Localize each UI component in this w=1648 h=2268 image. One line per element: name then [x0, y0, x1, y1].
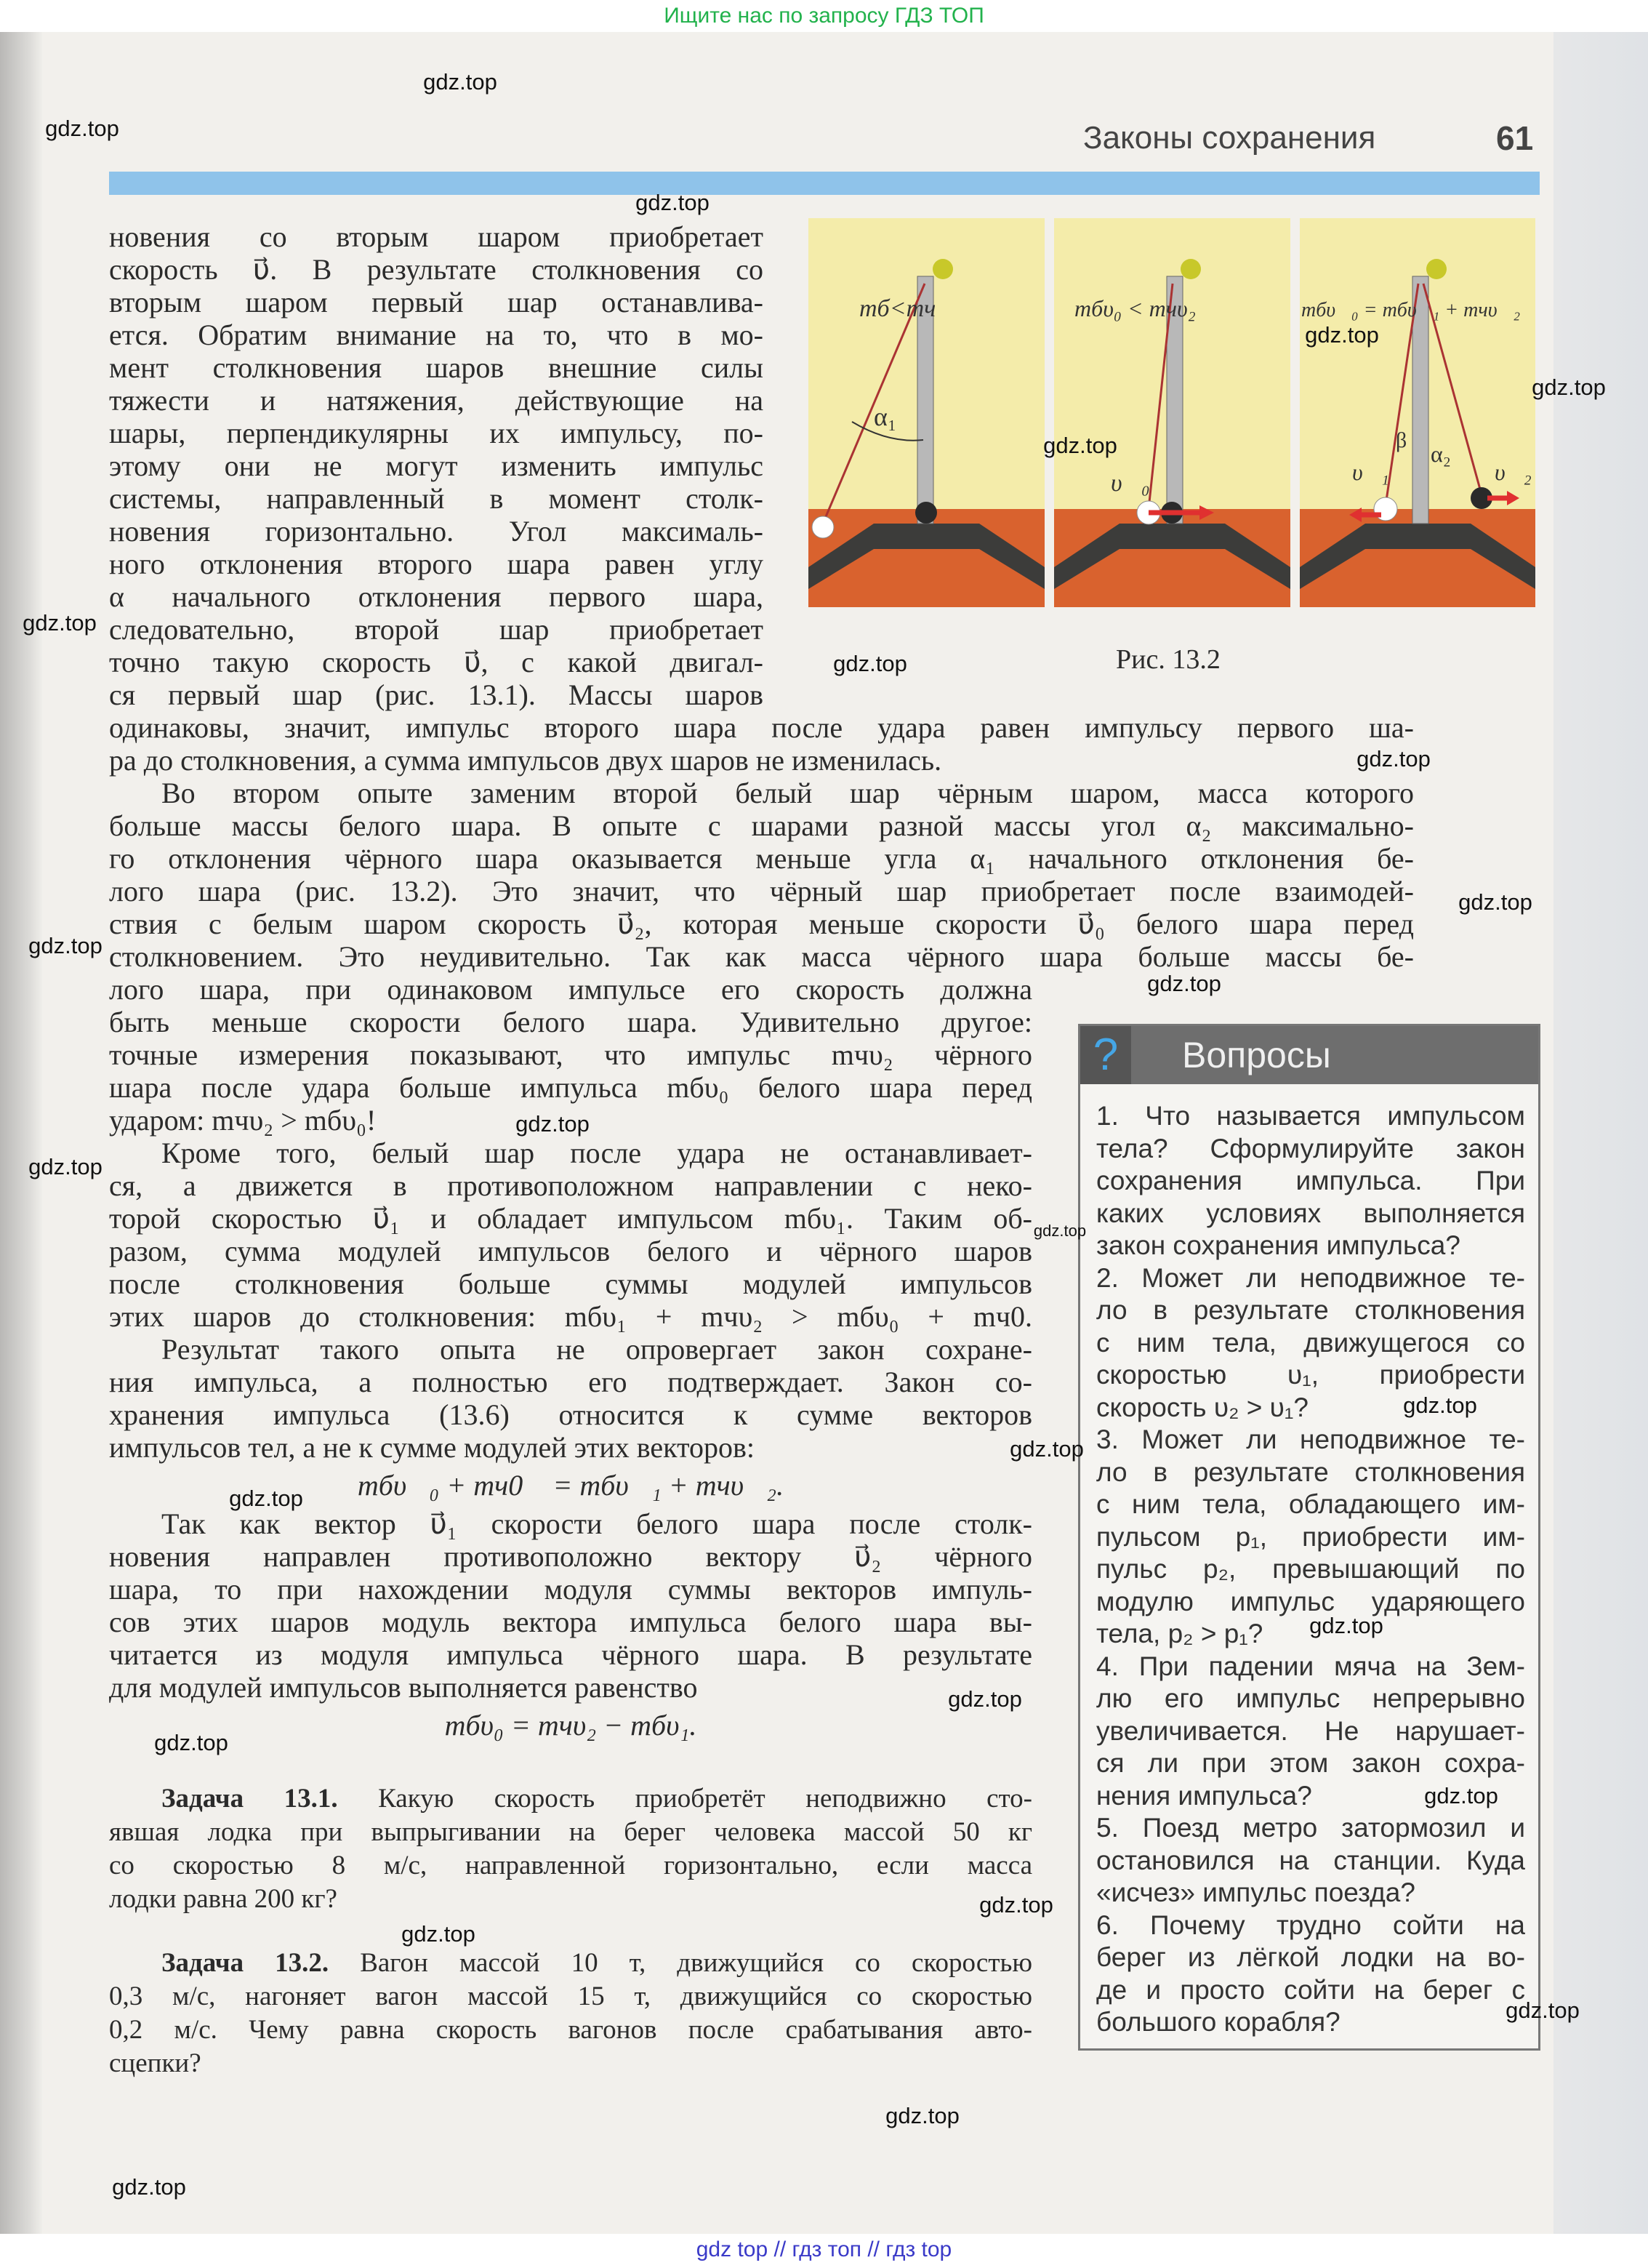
- figure-panel-3: [1300, 218, 1535, 607]
- text-line: системы, направленный в момент столк-: [109, 482, 763, 515]
- text-line: сов этих шаров модуль вектора импульса белого шара вы-: [109, 1606, 1032, 1638]
- question-line: с ним тела, движущегося со: [1096, 1327, 1525, 1358]
- question-line: каких условиях выполняется: [1096, 1198, 1525, 1228]
- text-line: новения горизонтально. Угол максималь-: [109, 515, 763, 548]
- text-line: больше массы белого шара. В опыте с шарами разной массы угол α₂ максимально-: [109, 809, 1414, 842]
- text-line: со скоростью 8 м/с, направленной горизонтально, если масса: [109, 1851, 1032, 1880]
- text-line: точные измерения показывают, что импульс mчυ₂ чёрного: [109, 1038, 1032, 1071]
- watermark-link[interactable]: gdz.top: [948, 1686, 1022, 1712]
- watermark-link[interactable]: gdz.top: [112, 2174, 186, 2200]
- text-line: ударом: mчυ₂ > mбυ₀!: [109, 1104, 377, 1137]
- text-line: мент столкновения шаров внешние силы: [109, 351, 763, 384]
- modulus-formula: mбυ₀ = mчυ₂ − mбυ₁.: [444, 1709, 697, 1742]
- question-line: закон сохранения импульса?: [1096, 1230, 1460, 1260]
- question-line: 1. Что называется импульсом: [1096, 1101, 1525, 1131]
- text-line: шара после удара больше импульса mбυ₀ белого шара перед: [109, 1071, 1032, 1104]
- question-line: ло в результате столкновения: [1096, 1456, 1525, 1487]
- text-line: столкновением. Это неудивительно. Так как масса чёрного шара больше массы бе-: [109, 940, 1414, 973]
- watermark-link[interactable]: gdz.top: [229, 1486, 303, 1511]
- watermark-link[interactable]: gdz.top: [885, 2103, 960, 2128]
- task-13-2: [109, 1947, 1032, 2080]
- text-line: импульсов тел, а не к сумме модулей этих векторов:: [109, 1431, 755, 1464]
- question-line: модулю импульс ударяющего: [1096, 1586, 1525, 1616]
- text-line: Результат такого опыта не опровергает закон сохране-: [161, 1333, 1032, 1366]
- figure-caption: Рис. 13.2: [1116, 644, 1221, 675]
- question-line: пульсом p₁, приобрести им-: [1096, 1521, 1525, 1552]
- book-spine-shadow: [0, 29, 42, 2254]
- figure-panel-2: [1054, 218, 1290, 607]
- watermark-link[interactable]: gdz.top: [154, 1730, 228, 1755]
- text-line: вторым шаром первый шар останавлива-: [109, 286, 763, 318]
- vector-formula: mбυ⃗₀ + mч0⃗ = mбυ⃗₁ + mчυ⃗₂.: [357, 1469, 784, 1502]
- text-line: после столкновения больше суммы модулей импульсов: [109, 1267, 1032, 1300]
- question-line: де и просто сойти на берег с: [1096, 1974, 1525, 2005]
- text-line: ся, а движется в противоположном направлении с неко-: [109, 1169, 1032, 1202]
- question-line: 4. При падении мяча на Зем-: [1096, 1651, 1525, 1681]
- watermark-link[interactable]: gdz.top: [1033, 1222, 1087, 1240]
- watermark-link[interactable]: gdz.top: [1010, 1436, 1084, 1462]
- watermark-link[interactable]: gdz.top: [1506, 1997, 1580, 2023]
- text-line: скорость υ⃗. В результате столкновения со: [109, 253, 763, 286]
- watermark-link[interactable]: gdz.top: [1403, 1393, 1477, 1418]
- question-line: скорость υ₂ > υ₁?: [1096, 1392, 1309, 1422]
- questions-title: Вопросы: [1182, 1035, 1331, 1075]
- task-13-1: [109, 1782, 1032, 1916]
- question-line: нения импульса?: [1096, 1780, 1312, 1811]
- watermark-link[interactable]: gdz.top: [833, 651, 907, 676]
- text-line: ствия с белым шаром скорость υ⃗₂, которая меньше скорости υ⃗₀ белого шара перед: [109, 907, 1414, 940]
- text-line: лого шара, при одинаковом импульсе его скорость должна: [109, 973, 1032, 1006]
- text-line: новения направлен противоположно вектору υ⃗₂ чёрного: [109, 1540, 1032, 1573]
- panel-label: mбυ₀ < mчυ₂: [1074, 295, 1196, 321]
- text-line: ся первый шар (рис. 13.1). Массы шаров: [109, 678, 763, 711]
- vector-label: υ⃗₁: [1352, 459, 1389, 485]
- text-line: Вагон массой 10 т, движущийся со скоростью: [360, 1948, 1032, 1978]
- question-line: остановился на станции. Куда: [1096, 1845, 1525, 1875]
- watermark-link[interactable]: gdz.top: [1458, 889, 1532, 915]
- footer-links[interactable]: gdz top // гдз топ // гдз top: [0, 2234, 1648, 2268]
- text-line: лого шара (рис. 13.2). Это значит, что чёрный шар приобретает после взаимодей-: [109, 875, 1414, 907]
- question-line: 3. Может ли неподвижное те-: [1096, 1424, 1525, 1454]
- watermark-link[interactable]: gdz.top: [1043, 433, 1117, 458]
- question-line: «исчез» импульс поезда?: [1096, 1878, 1415, 1907]
- vector-label: υ⃗₀: [1111, 470, 1150, 497]
- watermark-link[interactable]: gdz.top: [28, 1154, 103, 1179]
- panel-label: mбυ⃗₀ = mбυ⃗₁ + mчυ⃗₂: [1301, 299, 1521, 321]
- question-line: пульс p₂, превышающий по: [1096, 1554, 1525, 1584]
- question-line: берег из лёгкой лодки на во-: [1096, 1942, 1525, 1972]
- text-line: лодки равна 200 кг?: [109, 1884, 337, 1914]
- question-line: 5. Поезд метро затормозил и: [1096, 1813, 1525, 1843]
- running-title: Законы сохранения: [1083, 120, 1376, 156]
- question-line: ло в результате столкновения: [1096, 1295, 1525, 1325]
- questions-header: [1080, 1026, 1538, 1084]
- angle-label: α₁: [874, 402, 897, 431]
- text-line: читается из модуля импульса чёрного шара. В результате: [109, 1638, 1032, 1671]
- text-line: одинаковы, значит, импульс второго шара после удара равен импульсу первого ша-: [109, 711, 1414, 744]
- watermark-link[interactable]: gdz.top: [1147, 971, 1221, 996]
- text-line: этих шаров до столкновения: mбυ₁ + mчυ₂ > mбυ₀ + mч0.: [109, 1300, 1032, 1333]
- figure-pendulum-collision: [808, 218, 1535, 607]
- text-line: 0,2 м/с. Чему равна скорость вагонов после срабатывания авто-: [109, 2015, 1032, 2045]
- text-line: для модулей импульсов выполняется равенство: [109, 1671, 698, 1704]
- watermark-link[interactable]: gdz.top: [1305, 322, 1379, 348]
- text-line: Кроме того, белый шар после удара не останавливает-: [161, 1137, 1032, 1169]
- question-line: большого корабля?: [1096, 2007, 1340, 2037]
- text-line: α начального отклонения первого шара,: [109, 580, 763, 613]
- watermark-link[interactable]: gdz.top: [28, 933, 103, 958]
- questions-box: [1078, 1024, 1540, 2051]
- page-edge: [1553, 29, 1648, 2254]
- question-line: 6. Почему трудно сойти на: [1096, 1910, 1525, 1940]
- text-line: Какую скорость приобретёт неподвижно сто-: [378, 1784, 1032, 1814]
- text-line: ного отклонения второго шара равен углу: [109, 548, 763, 580]
- watermark-link[interactable]: gdz.top: [45, 116, 119, 141]
- text-line: быть меньше скорости белого шара. Удивительно другое:: [109, 1006, 1032, 1038]
- question-line: тела? Сформулируйте закон: [1096, 1133, 1525, 1163]
- question-line: скоростью υ₁, приобрести: [1096, 1360, 1525, 1390]
- angle-label: α₂: [1431, 441, 1451, 467]
- question-line: сохранения импульса. При: [1096, 1166, 1525, 1195]
- watermark-link[interactable]: gdz.top: [1532, 374, 1606, 400]
- question-line: увеличивается. Не нарушает-: [1096, 1715, 1525, 1746]
- text-line: шары, перпендикулярны их импульсу, по-: [109, 417, 763, 449]
- watermark-link[interactable]: gdz.top: [1356, 746, 1431, 772]
- text-line: ется. Обратим внимание на то, что в мо-: [109, 318, 763, 351]
- watermark-link[interactable]: gdz.top: [1309, 1613, 1383, 1638]
- question-line: лю его импульс непрерывно: [1096, 1683, 1525, 1713]
- page-number: 61: [1496, 119, 1534, 157]
- question-mark-icon: ?: [1080, 1026, 1131, 1084]
- text-line: шара, то при нахождении модуля суммы векторов импуль-: [109, 1573, 1032, 1606]
- task-label: Задача 13.2.: [161, 1948, 329, 1978]
- angle-label: β: [1396, 428, 1407, 452]
- top-banner[interactable]: Ищите нас по запросу ГДЗ ТОП: [0, 0, 1648, 32]
- text-line: разом, сумма модулей импульсов белого и чёрного шаров: [109, 1235, 1032, 1267]
- header-bar: [109, 172, 1540, 195]
- watermark-link[interactable]: gdz.top: [423, 69, 497, 95]
- question-line: 2. Может ли неподвижное те-: [1096, 1262, 1525, 1293]
- text-line: ния импульса, а полностью его подтверждает. Закон со-: [109, 1366, 1032, 1398]
- text-line: 0,3 м/с, нагоняет вагон массой 15 т, движущийся со скоростью: [109, 1982, 1032, 2011]
- watermark-link[interactable]: gdz.top: [1424, 1783, 1498, 1808]
- text-line: Во втором опыте заменим второй белый шар чёрным шаром, масса которого: [161, 777, 1414, 809]
- figure-panel-1: [808, 218, 1045, 607]
- text-line: Так как вектор υ⃗₁ скорости белого шара после столк-: [161, 1507, 1032, 1540]
- watermark-link[interactable]: gdz.top: [23, 610, 97, 636]
- text-line: точно такую скорость υ⃗, с какой двигал-: [109, 646, 763, 678]
- text-line: хранения импульса (13.6) относится к сумме векторов: [109, 1398, 1032, 1431]
- watermark-link[interactable]: gdz.top: [515, 1111, 590, 1137]
- text-line: тяжести и натяжения, действующие на: [109, 384, 763, 417]
- text-line: следовательно, второй шар приобретает: [109, 613, 763, 646]
- text-line: торой скоростью υ⃗₁ и обладает импульсом mбυ₁. Таким об-: [109, 1202, 1032, 1235]
- question-line: тела, p₂ > p₁?: [1096, 1619, 1263, 1648]
- question-line: с ним тела, обладающего им-: [1096, 1489, 1525, 1519]
- text-line: новения со вторым шаром приобретает: [109, 220, 763, 253]
- watermark-link[interactable]: gdz.top: [401, 1921, 475, 1947]
- text-line: этому они не могут изменить импульс: [109, 449, 763, 482]
- text-line: го отклонения чёрного шара оказывается меньше угла α₁ начального отклонения бе-: [109, 842, 1414, 875]
- vector-label: υ⃗₂: [1495, 459, 1532, 485]
- question-line: ся ли при этом закон сохра-: [1096, 1748, 1525, 1778]
- task-label: Задача 13.1.: [161, 1784, 338, 1814]
- text-line: явшая лодка при выпрыгивании на берег человека массой 50 кг: [109, 1817, 1032, 1847]
- text-line: ра до столкновения, а сумма импульсов двух шаров не изменилась.: [109, 744, 942, 777]
- watermark-link[interactable]: gdz.top: [635, 190, 710, 215]
- questions-list: [1096, 1100, 1525, 2039]
- panel-label: mб<mч: [859, 295, 936, 322]
- watermark-link[interactable]: gdz.top: [979, 1892, 1053, 1918]
- text-line: сцепки?: [109, 2048, 201, 2078]
